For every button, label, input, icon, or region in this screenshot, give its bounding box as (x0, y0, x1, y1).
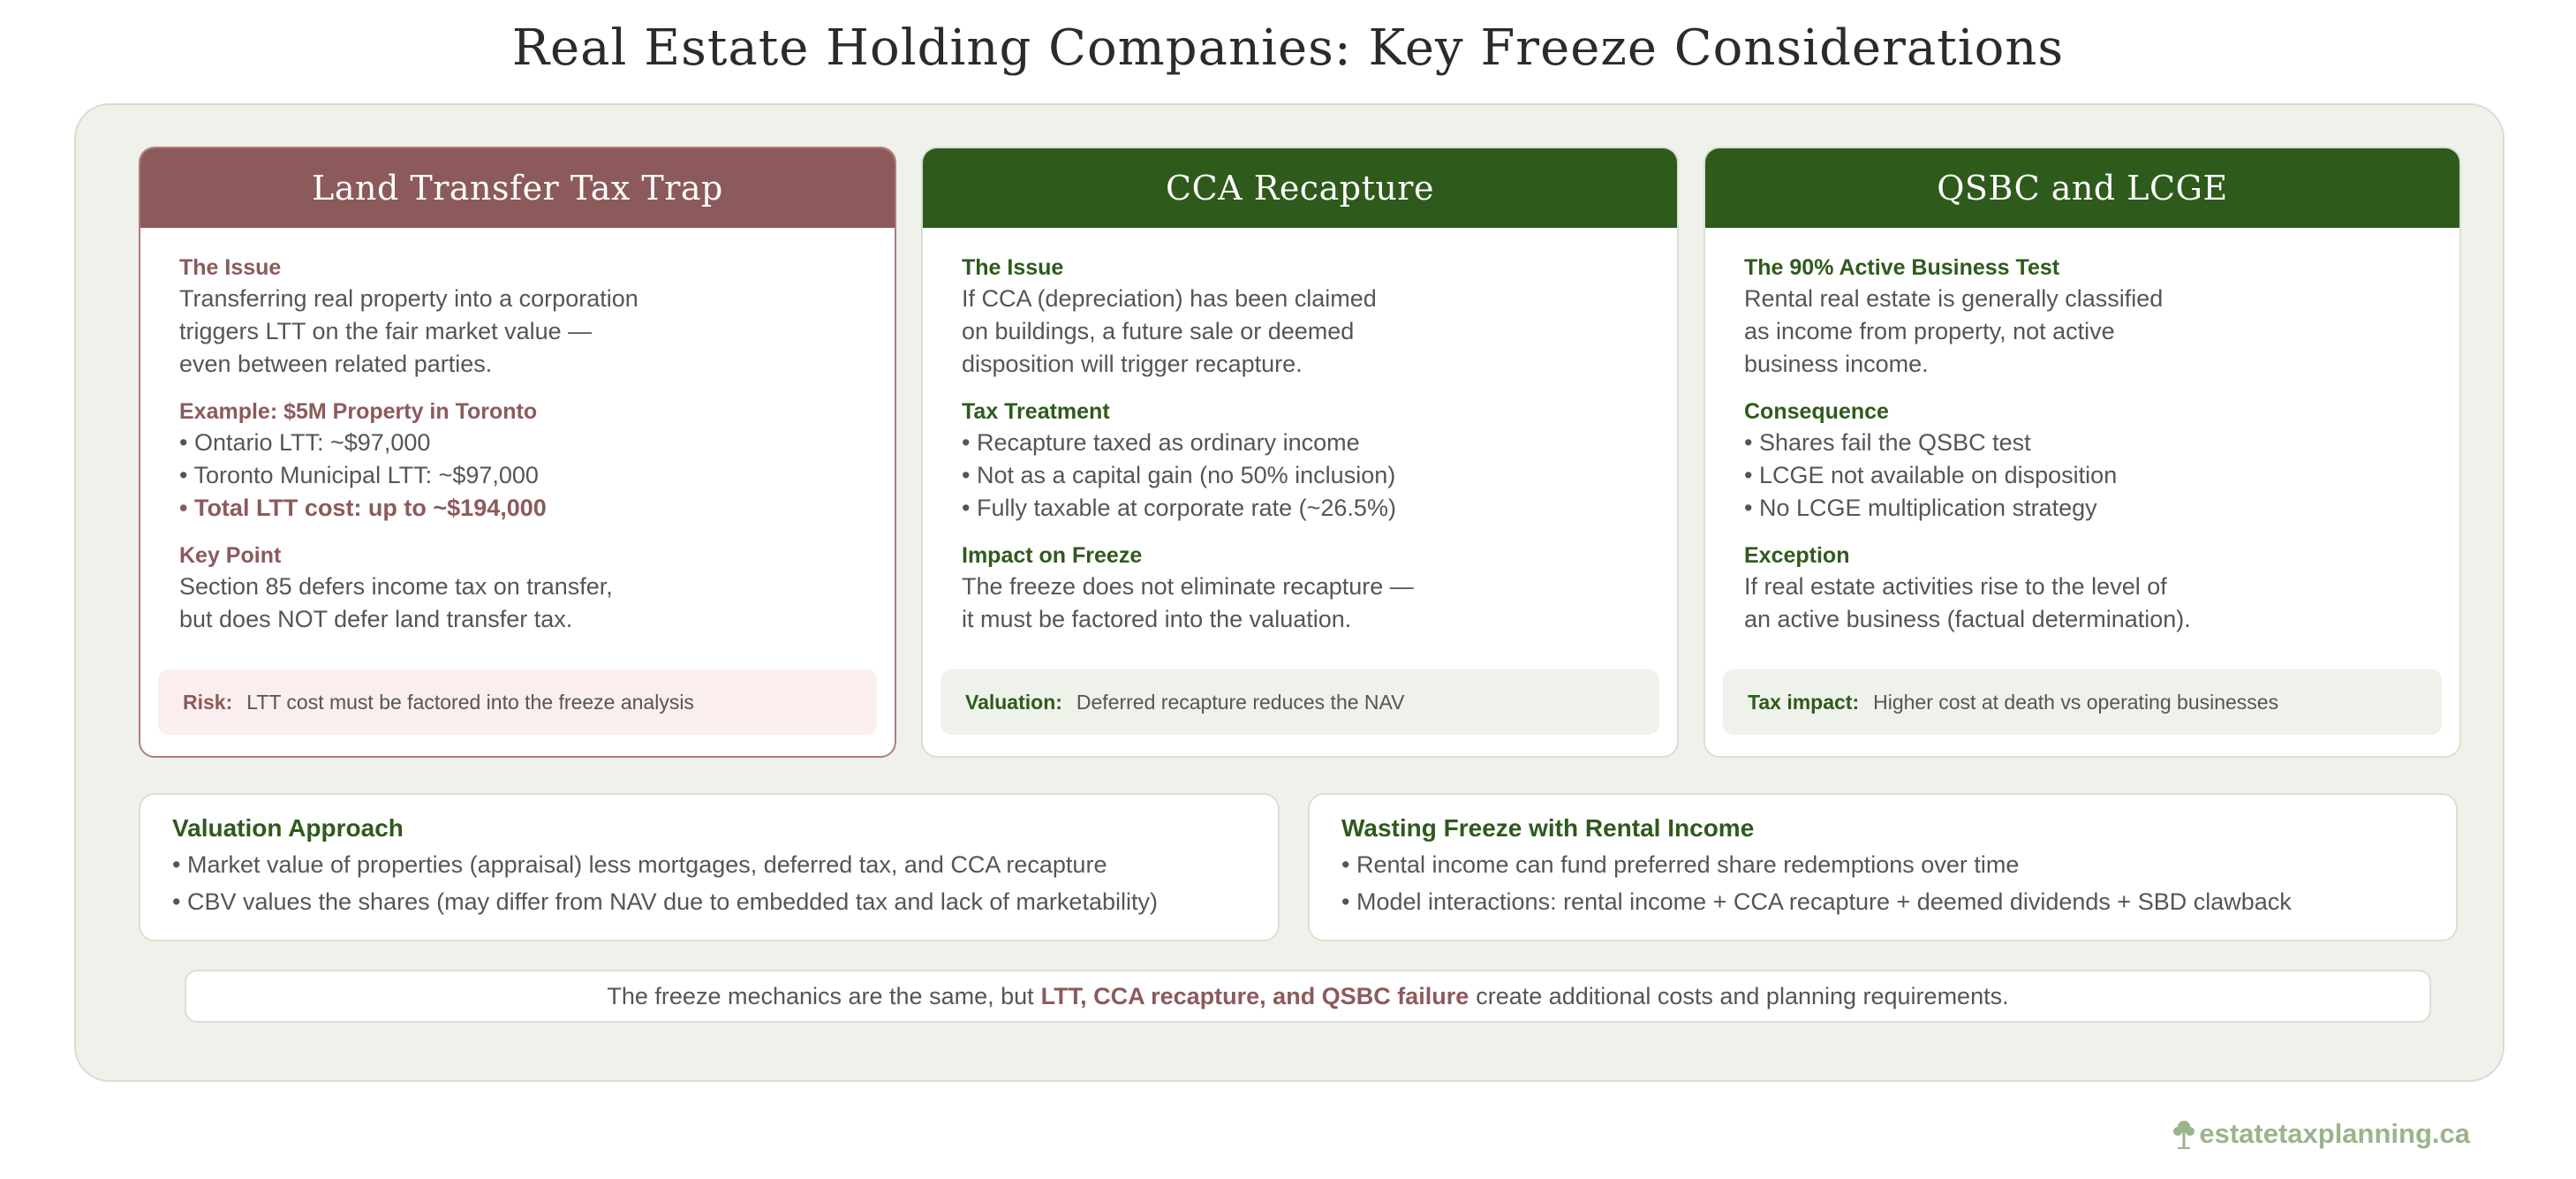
valuation-approach-box (139, 793, 1280, 941)
footer-label: Valuation: (965, 690, 1062, 714)
card-footer (1723, 669, 2442, 735)
section-line: business income. (1744, 351, 1929, 377)
section-line: an active business (factual determination). (1744, 606, 2191, 632)
section-line: Transferring real property into a corporation (179, 285, 638, 312)
section-line: • Recapture taxed as ordinary income (962, 429, 1360, 456)
card-section (962, 397, 1638, 525)
section-title: The 90% Active Business Test (1744, 255, 2060, 280)
summary-text-before: The freeze mechanics are the same, but (607, 982, 1034, 1009)
section-line: but does NOT defer land transfer tax. (179, 606, 573, 632)
tree-icon (2171, 1118, 2197, 1150)
footer-label: Tax impact: (1748, 690, 1860, 714)
section-line: it must be factored into the valuation. (962, 606, 1352, 632)
section-line: • No LCGE multiplication strategy (1744, 495, 2097, 521)
summary-highlight: LTT, CCA recapture, and QSBC failure (1040, 982, 1469, 1009)
box-line: • Model interactions: rental income + CCA recapture + deemed dividends + SBD clawback (1341, 888, 2292, 915)
summary-text-after: create additional costs and planning requirements. (1476, 982, 2009, 1009)
section-line: disposition will trigger recapture. (962, 351, 1303, 377)
footer-label: Risk: (183, 690, 233, 714)
box-title: Valuation Approach (172, 814, 404, 842)
section-line: • Ontario LTT: ~$97,000 (179, 429, 431, 456)
section-line-total: • Total LTT cost: up to ~$194,000 (179, 495, 547, 521)
card-header: QSBC and LCGE (1705, 148, 2459, 228)
section-line: triggers LTT on the fair market value — (179, 318, 593, 344)
card-section (1744, 397, 2421, 525)
brand-text: estatetaxplanning.ca (2199, 1118, 2470, 1149)
section-line: If CCA (depreciation) has been claimed (962, 285, 1377, 312)
page-title: Real Estate Holding Companies: Key Freeze Considerations (511, 19, 2065, 77)
section-line: • Toronto Municipal LTT: ~$97,000 (179, 462, 539, 488)
card-section (1744, 540, 2421, 636)
card-footer (941, 669, 1659, 735)
section-line: Rental real estate is generally classified (1744, 285, 2164, 312)
section-title: The Issue (962, 255, 1064, 280)
section-line: • Fully taxable at corporate rate (~26.5%) (962, 495, 1396, 521)
section-line: • Shares fail the QSBC test (1744, 429, 2031, 456)
card-section (179, 253, 856, 381)
section-line: If real estate activities rise to the level of (1744, 573, 2167, 600)
card-qsbc-lcge (1703, 147, 2461, 758)
footer-text: LTT cost must be factored into the freeze analysis (246, 690, 694, 714)
box-title: Wasting Freeze with Rental Income (1341, 814, 1755, 842)
section-line: Section 85 defers income tax on transfer, (179, 573, 613, 600)
section-title: Tax Treatment (962, 399, 1110, 424)
section-title: Impact on Freeze (962, 543, 1143, 568)
brand-logo (2171, 1118, 2470, 1150)
card-footer (158, 669, 877, 735)
section-line: on buildings, a future sale or deemed (962, 318, 1355, 344)
section-title: Exception (1744, 543, 1850, 568)
section-line: even between related parties. (179, 351, 493, 377)
card-land-transfer-tax (139, 147, 896, 758)
section-title: Example: $5M Property in Toronto (179, 399, 538, 424)
card-section (962, 253, 1638, 381)
box-line: • Market value of properties (appraisal) less mortgages, deferred tax, and CCA recapture (172, 851, 1107, 878)
card-header: Land Transfer Tax Trap (140, 148, 895, 228)
section-line: • Not as a capital gain (no 50% inclusion) (962, 462, 1396, 488)
section-line: • LCGE not available on disposition (1744, 462, 2118, 488)
section-title: The Issue (179, 255, 282, 280)
summary-bar (185, 970, 2431, 1023)
card-section (179, 540, 856, 636)
section-line: as income from property, not active (1744, 318, 2115, 344)
footer-text: Deferred recapture reduces the NAV (1076, 690, 1405, 714)
footer-text: Higher cost at death vs operating businesses (1873, 690, 2279, 714)
wasting-freeze-box (1308, 793, 2458, 941)
card-section (179, 397, 856, 525)
section-title: Consequence (1744, 399, 1889, 424)
section-title: Key Point (179, 543, 282, 568)
section-line: The freeze does not eliminate recapture — (962, 573, 1414, 600)
card-section (962, 540, 1638, 636)
card-header: CCA Recapture (923, 148, 1677, 228)
box-line: • CBV values the shares (may differ from NAV due to embedded tax and lack of marketability) (172, 888, 1158, 915)
card-section (1744, 253, 2421, 381)
card-cca-recapture (921, 147, 1679, 758)
box-line: • Rental income can fund preferred share redemptions over time (1341, 851, 2020, 878)
